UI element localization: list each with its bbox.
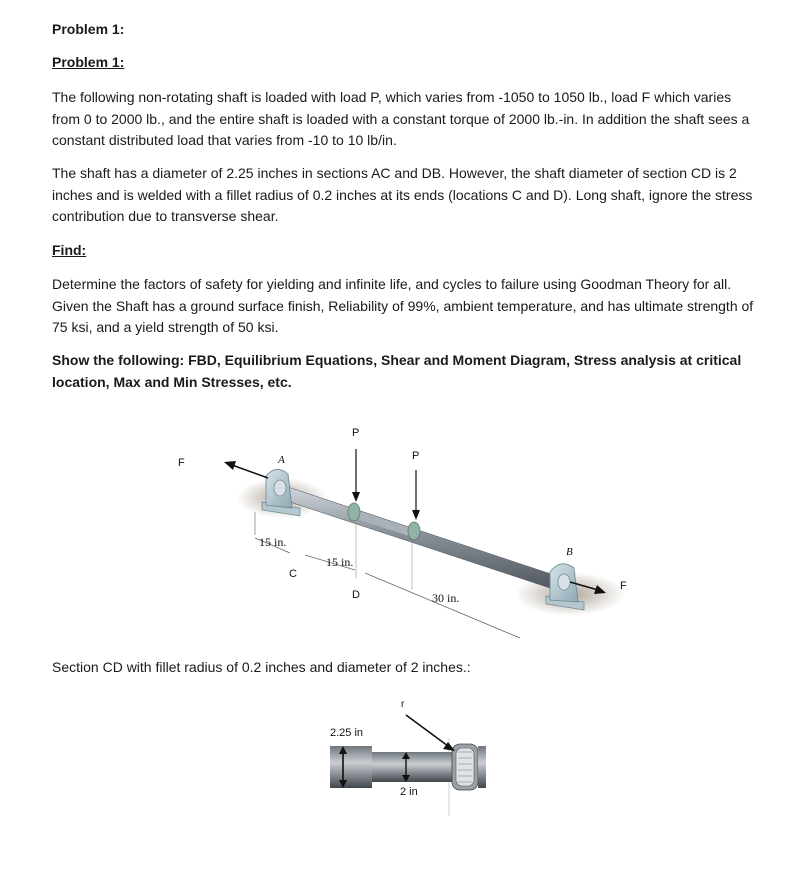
show-instructions: Show the following: FBD, Equilibrium Equations, Shear and Moment Diagram, Stress analysis at critical location, Max and Min Stresses, etc. xyxy=(52,352,742,390)
label-b: B xyxy=(566,546,573,558)
label-2-in: 2 in xyxy=(400,786,418,798)
find-heading: Find: xyxy=(52,242,87,258)
dim-label-1: 15 in. xyxy=(259,535,287,549)
label-p1: P xyxy=(352,427,360,439)
label-c: C xyxy=(289,568,297,580)
dim-label-3: 30 in. xyxy=(432,591,460,605)
label-a: A xyxy=(278,454,285,466)
label-r: r xyxy=(401,699,405,710)
label-p2: P xyxy=(412,450,420,462)
paragraph-loads: The following non-rotating shaft is loaded with load P, which varies from -1050 to 1050 lb., load F which varies from 0 to 2000 lb., and the entire shaft is loaded with a constant torque of 2000 lb.-in. In addition the shaft sees a constant distributed load that varies from -10 to 10 lb/in. xyxy=(52,89,750,148)
label-2-25-in: 2.25 in xyxy=(330,727,364,739)
small-diameter-section xyxy=(372,752,456,782)
large-diameter-section xyxy=(330,746,372,788)
label-f-left: F xyxy=(178,457,185,469)
label-d: D xyxy=(352,589,360,601)
find-text: Determine the factors of safety for yielding and infinite life, and cycles to failure using Goodman Theory for all. Given the Shaft has a ground surface finish, Reliability of 99%, ambient temperature, and has ultimate strength of 75 ksi, and a yield strength of 50 ksi. xyxy=(52,276,754,335)
dim-label-2: 15 in. xyxy=(326,555,354,569)
large-diameter-right xyxy=(478,746,486,788)
figure-caption: Section CD with fillet radius of 0.2 inches and diameter of 2 inches.: xyxy=(52,659,471,675)
paragraph-geometry: The shaft has a diameter of 2.25 inches in sections AC and DB. However, the shaft diameter of section CD is 2 inches and is welded with a fillet radius of 0.2 inches at its ends (locations C and D). Long shaft, ignore the stress contribution due to transverse shear. xyxy=(52,165,753,224)
label-f-right: F xyxy=(620,580,627,592)
problem-subtitle: Problem 1: xyxy=(52,54,125,70)
radius-pointer-arrow xyxy=(406,715,455,751)
fillet-weld xyxy=(452,744,478,790)
problem-title: Problem 1: xyxy=(52,21,125,37)
